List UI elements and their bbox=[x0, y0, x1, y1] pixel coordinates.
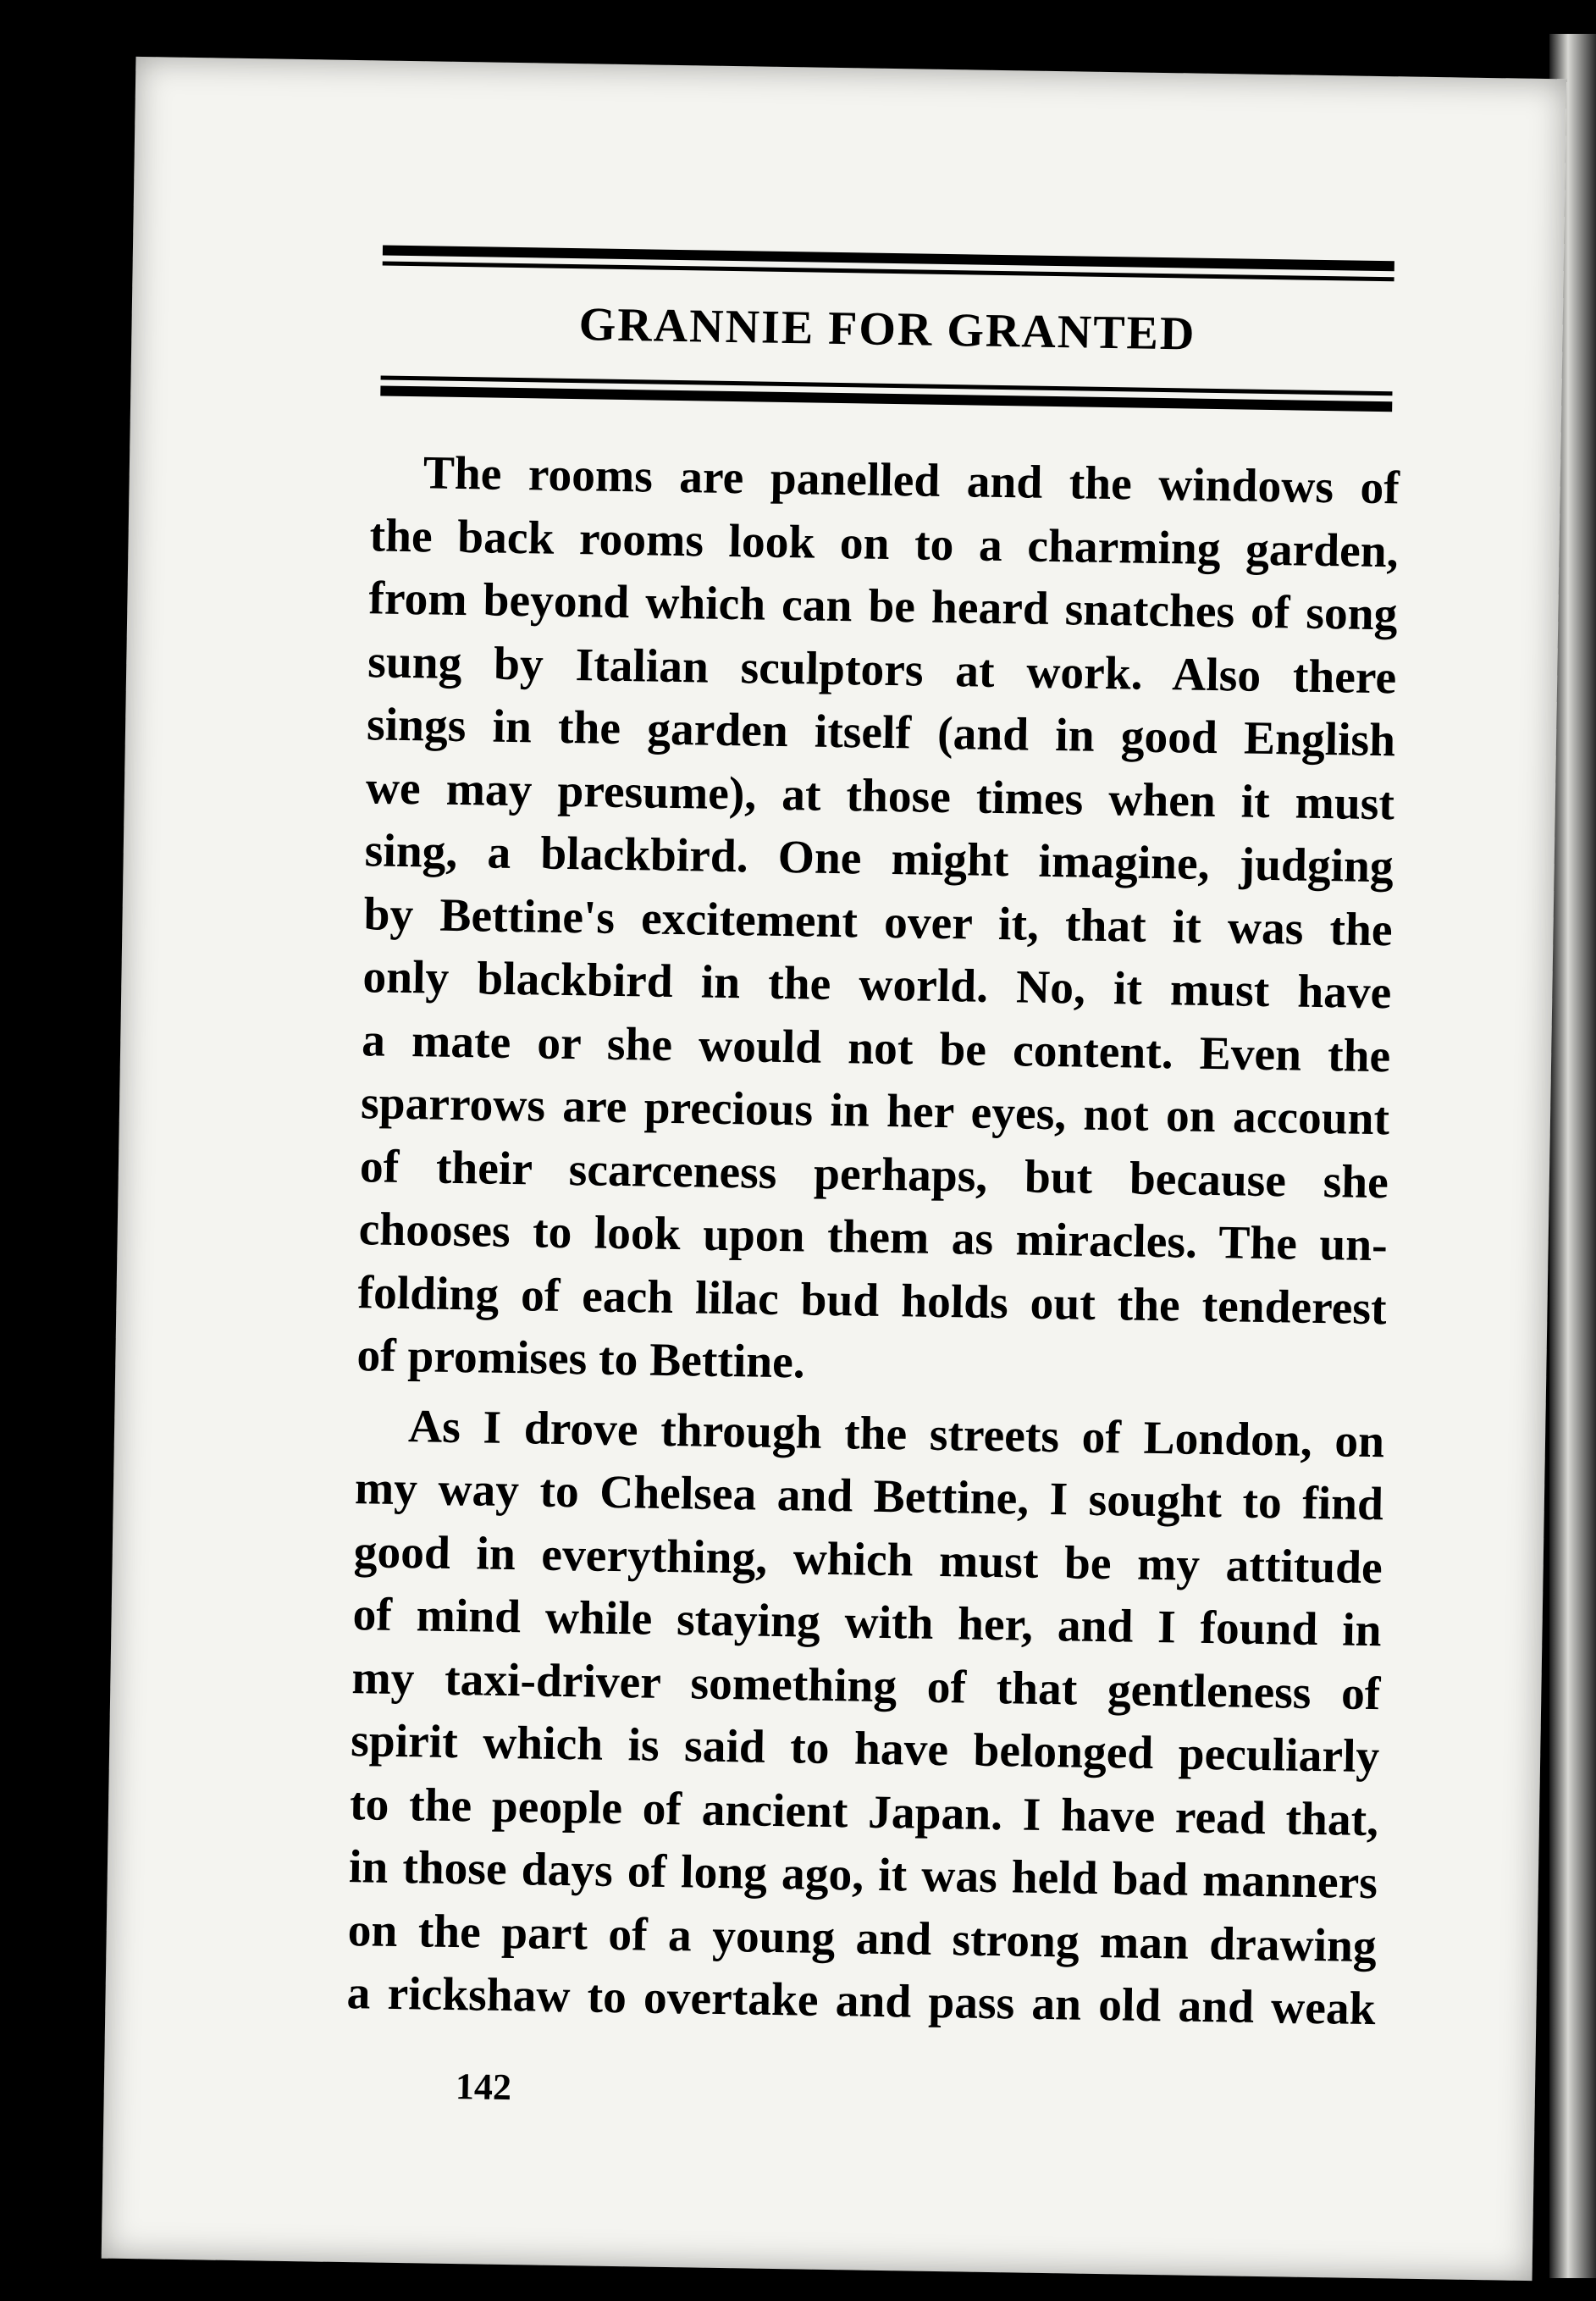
text-line: on the part of a young and strong man drawing bbox=[347, 1904, 1378, 1972]
running-head: GRANNIE FOR GRANTED bbox=[578, 298, 1196, 361]
text-line: sparrows are precious in her eyes, not on account bbox=[360, 1077, 1390, 1146]
text-line: a rickshaw to overtake and pass an old and weak bbox=[346, 1967, 1376, 2036]
text-line: by Bettine's excitement over it, that it was the bbox=[363, 888, 1393, 956]
text-line: chooses to look upon them as miracles. The un- bbox=[358, 1203, 1389, 1272]
paragraph bbox=[346, 1395, 1385, 2042]
text-line: of promises to Bettine. bbox=[356, 1330, 806, 1389]
text-line: to the people of ancient Japan. I have read that, bbox=[349, 1778, 1379, 1846]
text-line: of their scarceness perhaps, but because she bbox=[359, 1140, 1389, 1209]
text-line: the back rooms look on to a charming garden, bbox=[369, 509, 1400, 578]
text-line: spirit which is said to have belonged peculiarly bbox=[350, 1715, 1380, 1784]
body-text bbox=[346, 441, 1400, 2041]
page-number: 142 bbox=[455, 2066, 512, 2109]
text-line: my way to Chelsea and Bettine, I sought to find bbox=[354, 1463, 1384, 1531]
header-rule-bottom bbox=[380, 375, 1392, 418]
text-line: good in everything, which must be my attitude bbox=[353, 1525, 1383, 1594]
text-line: in those days of long ago, it was held bad manners bbox=[348, 1841, 1378, 1910]
text-line: sings in the garden itself (and in good English bbox=[366, 699, 1396, 767]
text-line: we may presume), at those times when it must bbox=[365, 761, 1395, 830]
text-line: The rooms are panelled and the windows of bbox=[422, 447, 1400, 515]
book-page bbox=[102, 57, 1567, 2281]
text-line: As I drove through the streets of London, on bbox=[407, 1400, 1385, 1468]
paragraph bbox=[356, 441, 1400, 1403]
text-line: a mate or she would not be content. Even the bbox=[361, 1014, 1391, 1082]
text-line: my taxi-driver something of that gentleness of bbox=[351, 1651, 1381, 1720]
text-line: only blackbird in the world. No, it must have bbox=[362, 951, 1392, 1020]
text-line: of mind while staying with her, and I found in bbox=[352, 1589, 1382, 1657]
text-line: sung by Italian sculptors at work. Also there bbox=[367, 635, 1397, 704]
text-line: from beyond which can be heard snatches of song bbox=[368, 572, 1398, 641]
header-rule-top bbox=[383, 245, 1394, 287]
text-line: sing, a blackbird. One might imagine, judging bbox=[364, 825, 1394, 893]
text-line: folding of each lilac bud holds out the tenderest bbox=[357, 1266, 1387, 1335]
